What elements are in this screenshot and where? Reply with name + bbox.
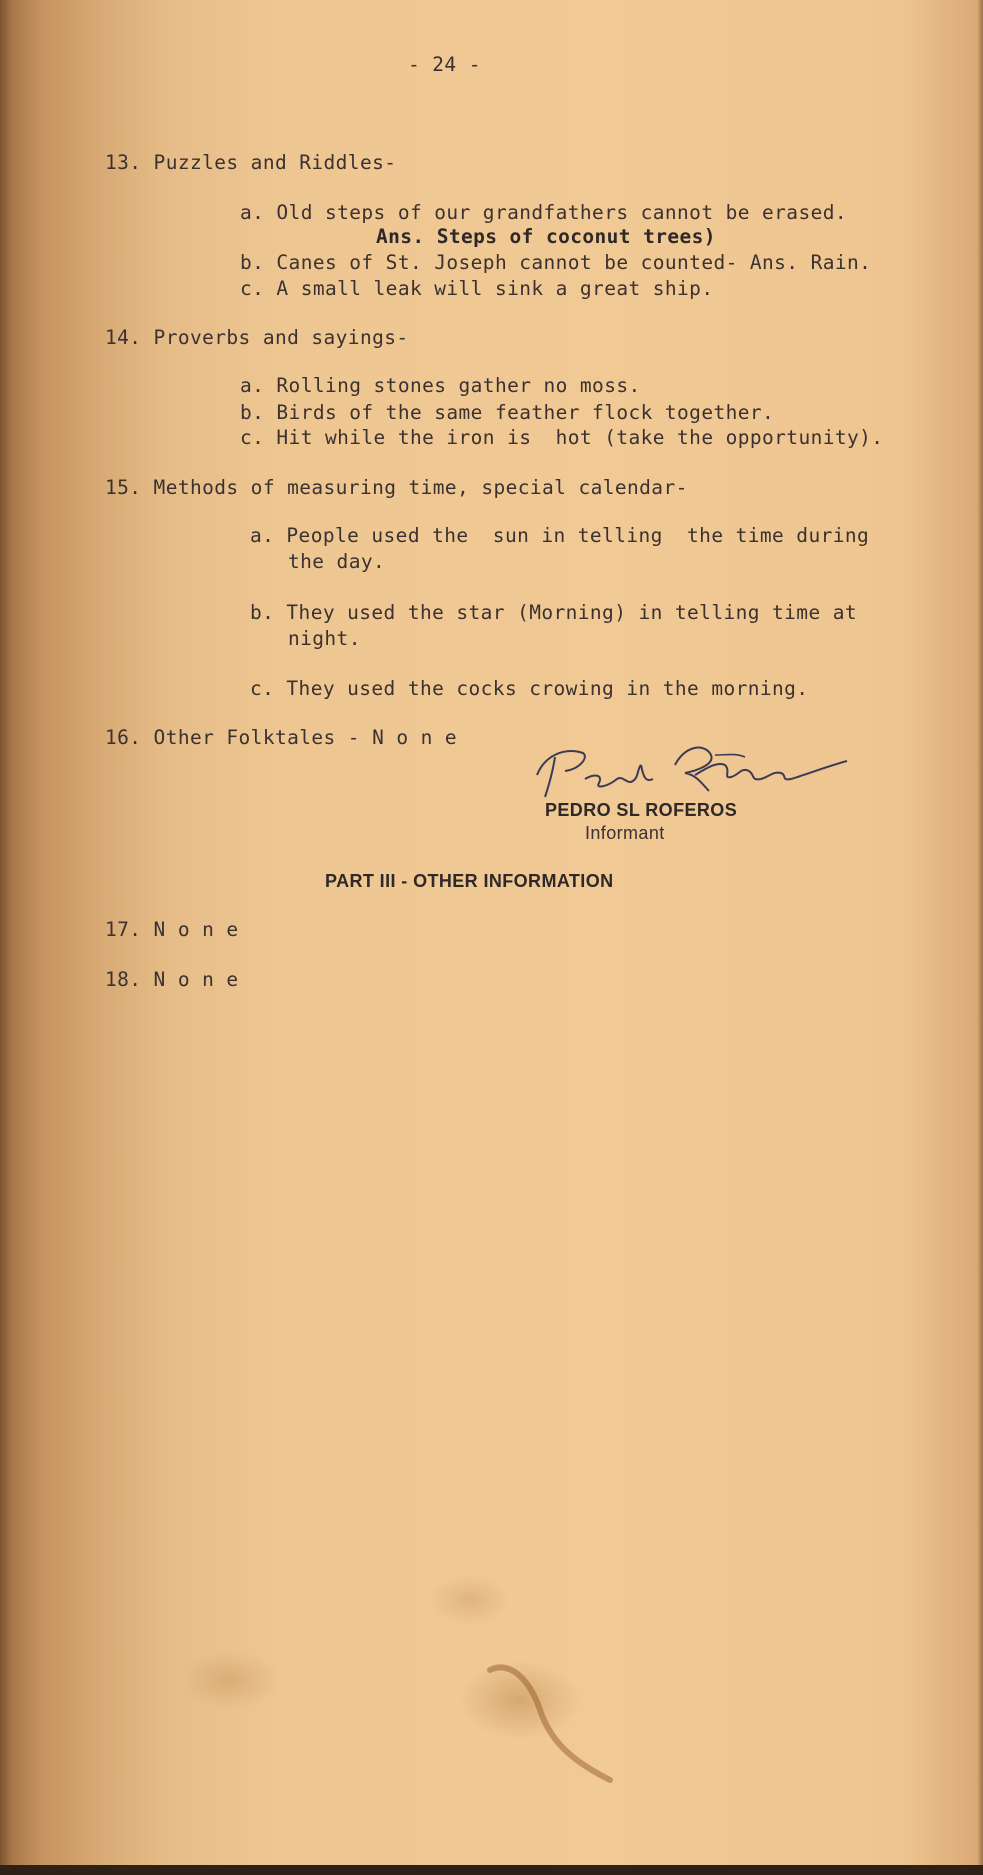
section-16: 16. Other Folktales - N o n e — [105, 726, 458, 749]
section-14-item-a: a. Rolling stones gather no moss. — [240, 374, 641, 397]
section-15-item-c: c. They used the cocks crowing in the morning. — [250, 677, 809, 700]
section-15-item-a-cont: the day. — [288, 550, 386, 573]
section-13-item-a-answer: Ans. Steps of coconut trees) — [376, 225, 716, 248]
informant-role: Informant — [585, 823, 665, 843]
section-13-item-b: b. Canes of St. Joseph cannot be counted- Ans. Rain. — [240, 251, 872, 274]
section-14-item-b: b. Birds of the same feather flock together. — [240, 401, 775, 424]
part-three-title: PART III - OTHER INFORMATION — [325, 871, 614, 891]
item-18: 18. N o n e — [105, 968, 239, 991]
handwritten-signature — [525, 735, 855, 805]
page-number: - 24 - — [408, 53, 481, 76]
water-stain — [480, 1650, 640, 1800]
page-bottom-edge — [0, 1865, 983, 1875]
section-13-item-c: c. A small leak will sink a great ship. — [240, 277, 714, 300]
informant-name: PEDRO SL ROFEROS — [545, 800, 738, 820]
section-15-item-a: a. People used the sun in telling the time during — [250, 524, 870, 547]
section-13-heading: 13. Puzzles and Riddles- — [105, 151, 397, 174]
section-14-item-c: c. Hit while the iron is hot (take the opportunity). — [240, 426, 884, 449]
page-edge-shadow — [977, 0, 983, 1875]
section-15-item-b: b. They used the star (Morning) in telling time at — [250, 601, 857, 624]
section-15-item-b-cont: night. — [288, 627, 361, 650]
section-15-heading: 15. Methods of measuring time, special calendar- — [105, 476, 688, 499]
section-13-item-a: a. Old steps of our grandfathers cannot be erased. — [240, 201, 847, 224]
section-14-heading: 14. Proverbs and sayings- — [105, 326, 409, 349]
item-17: 17. N o n e — [105, 918, 239, 941]
